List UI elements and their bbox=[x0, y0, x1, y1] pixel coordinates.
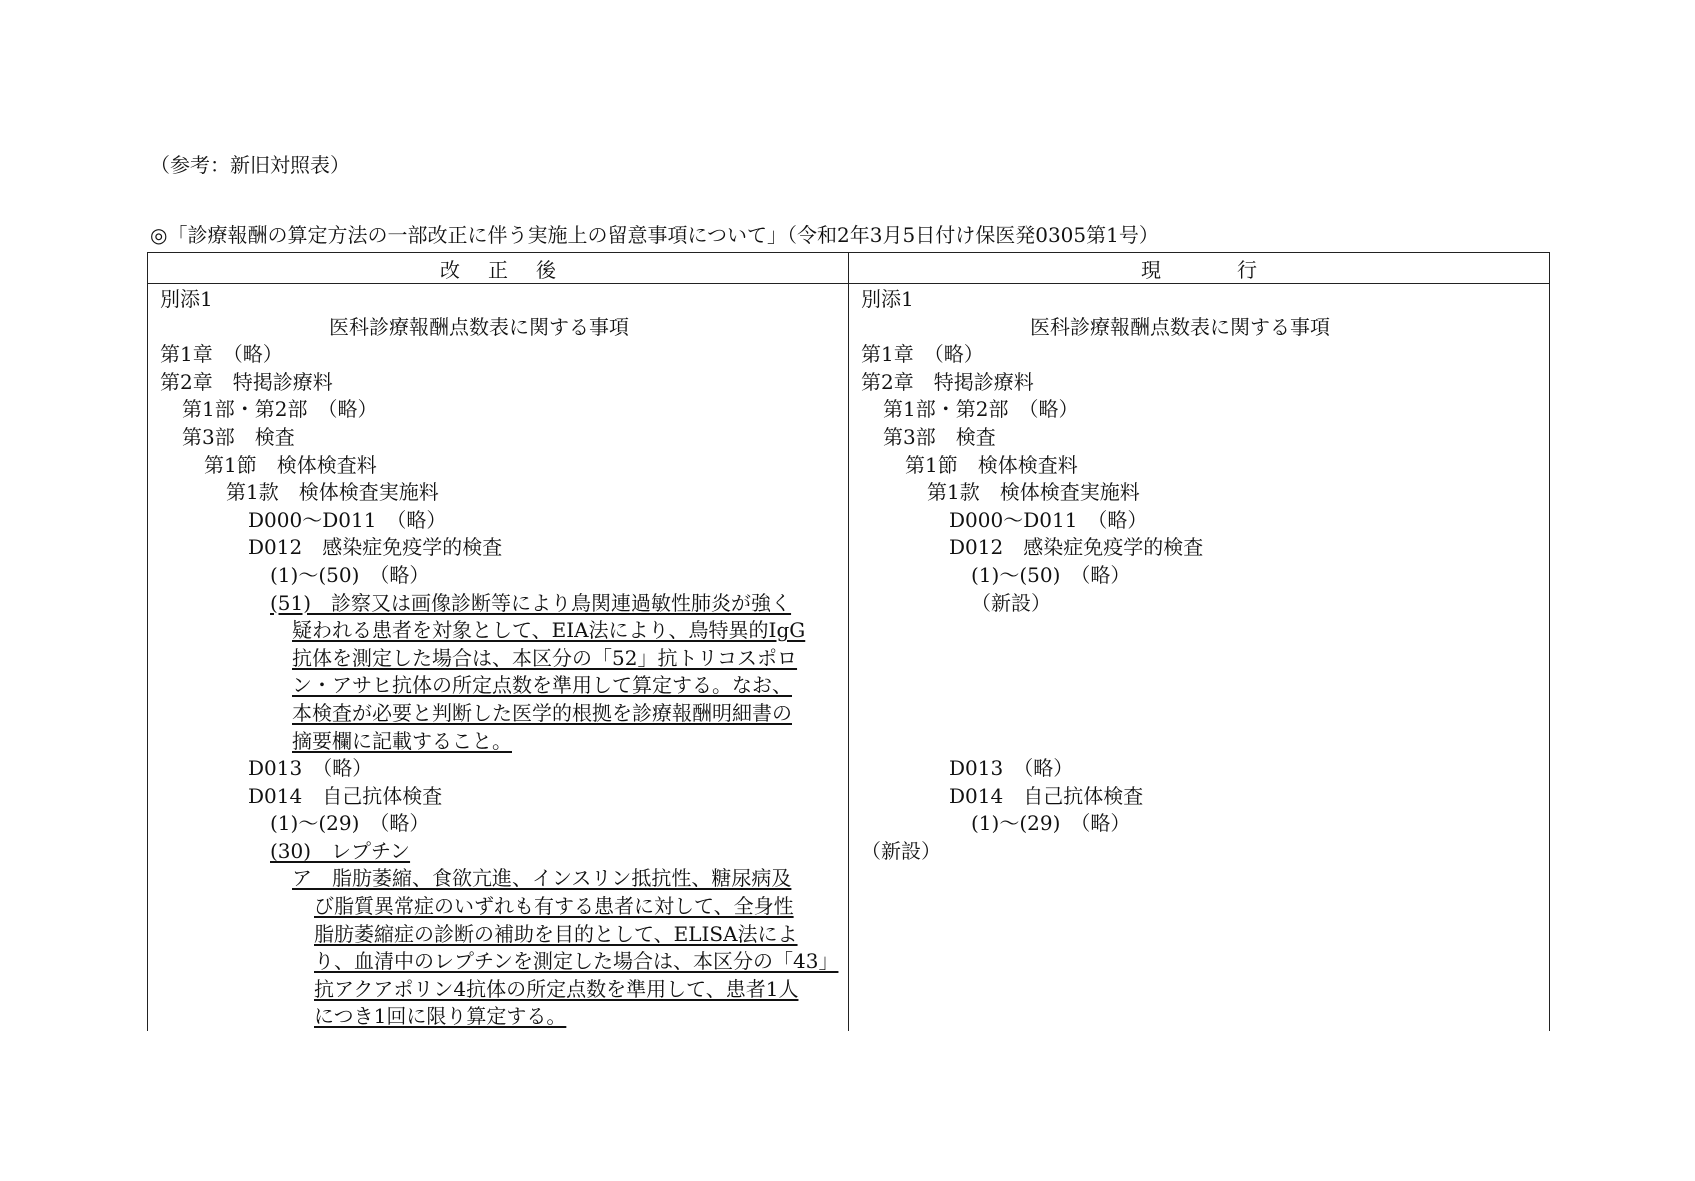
item-d012-51-line: 疑われる患者を対象として、EIA法により、鳥特異的IgG bbox=[292, 618, 806, 643]
item-d012-1-50: (1)～(50) （略） bbox=[270, 562, 430, 587]
article-1: 第1款 検体検査実施料 bbox=[927, 480, 1140, 505]
item-d014-30-a-line: り、血清中のレプチンを測定した場合は、本区分の「43」 bbox=[314, 949, 839, 974]
part-1-2: 第1部・第2部 （略） bbox=[883, 397, 1079, 422]
document-title: ◎「診療報酬の算定方法の一部改正に伴う実施上の留意事項について」（令和2年3月5日付け保医発0305第1号） bbox=[150, 223, 1159, 247]
section-1: 第1節 検体検査料 bbox=[905, 452, 1078, 477]
item-d014-30-a-line: び脂質異常症のいずれも有する患者に対して、全身性 bbox=[314, 894, 794, 919]
blank-line bbox=[861, 728, 1539, 756]
part-1-2: 第1部・第2部 （略） bbox=[182, 397, 378, 422]
item-d014-1-29: (1)～(29) （略） bbox=[270, 811, 430, 836]
section-title: 医科診療報酬点数表に関する事項 bbox=[1030, 314, 1330, 339]
attachment-label: 別添1 bbox=[160, 287, 213, 311]
item-d000-d011: D000～D011 （略） bbox=[248, 507, 447, 532]
item-d012: D012 感染症免疫学的検査 bbox=[248, 535, 503, 560]
section-title: 医科診療報酬点数表に関する事項 bbox=[329, 314, 629, 339]
blank-line bbox=[861, 700, 1539, 728]
chapter-2: 第2章 特掲診療料 bbox=[861, 369, 1034, 394]
comparison-table bbox=[147, 252, 1550, 1031]
part-3: 第3部 検査 bbox=[883, 424, 996, 449]
reference-note: （参考：新旧対照表） bbox=[150, 153, 350, 177]
item-d012-51-line: ン・アサヒ抗体の所定点数を準用して算定する。なお、 bbox=[292, 673, 792, 698]
revised-column bbox=[148, 284, 849, 1032]
blank-line bbox=[861, 645, 1539, 673]
item-d012-1-50: (1)～(50) （略） bbox=[971, 562, 1131, 587]
item-d012-51-line: (51) 診察又は画像診断等により鳥関連過敏性肺炎が強く bbox=[270, 590, 792, 615]
attachment-label: 別添1 bbox=[861, 287, 914, 311]
section-1: 第1節 検体検査料 bbox=[204, 452, 377, 477]
item-d014: D014 自己抗体検査 bbox=[248, 783, 443, 808]
chapter-1: 第1章 （略） bbox=[160, 342, 283, 367]
item-d014-30-a-line: 脂肪萎縮症の診断の補助を目的として、ELISA法によ bbox=[314, 921, 798, 946]
table-body-row bbox=[148, 284, 1550, 1032]
new-establishment-note: （新設） bbox=[971, 590, 1051, 615]
item-d014: D014 自己抗体検査 bbox=[949, 783, 1144, 808]
chapter-1: 第1章 （略） bbox=[861, 342, 984, 367]
item-d014-1-29: (1)～(29) （略） bbox=[971, 811, 1131, 836]
current-column-header: 現行 bbox=[849, 253, 1550, 284]
item-d014-30: (30) レプチン bbox=[270, 838, 411, 863]
item-d012: D012 感染症免疫学的検査 bbox=[949, 535, 1204, 560]
article-1: 第1款 検体検査実施料 bbox=[226, 480, 439, 505]
item-d014-30-a-line: につき1回に限り算定する。 bbox=[314, 1004, 567, 1029]
new-establishment-note: （新設） bbox=[861, 838, 941, 863]
item-d014-30-a-line: 抗アクアポリン4抗体の所定点数を準用して、患者1人 bbox=[314, 976, 799, 1001]
item-d012-51-line: 抗体を測定した場合は、本区分の「52」抗トリコスポロ bbox=[292, 645, 798, 670]
part-3: 第3部 検査 bbox=[182, 424, 295, 449]
item-d012-51-line: 摘要欄に記載すること。 bbox=[292, 728, 512, 753]
revised-column-header: 改正後 bbox=[148, 253, 849, 284]
item-d013: D013 （略） bbox=[949, 756, 1074, 781]
blank-line bbox=[861, 672, 1539, 700]
table-header-row bbox=[148, 253, 1550, 284]
item-d013: D013 （略） bbox=[248, 756, 373, 781]
chapter-2: 第2章 特掲診療料 bbox=[160, 369, 333, 394]
item-d012-51-line: 本検査が必要と判断した医学的根拠を診療報酬明細書の bbox=[292, 700, 792, 725]
blank-line bbox=[861, 617, 1539, 645]
item-d000-d011: D000～D011 （略） bbox=[949, 507, 1148, 532]
item-d014-30-a-line: ア 脂肪萎縮、食欲亢進、インスリン抵抗性、糖尿病及 bbox=[292, 866, 792, 891]
current-column bbox=[849, 284, 1550, 1032]
